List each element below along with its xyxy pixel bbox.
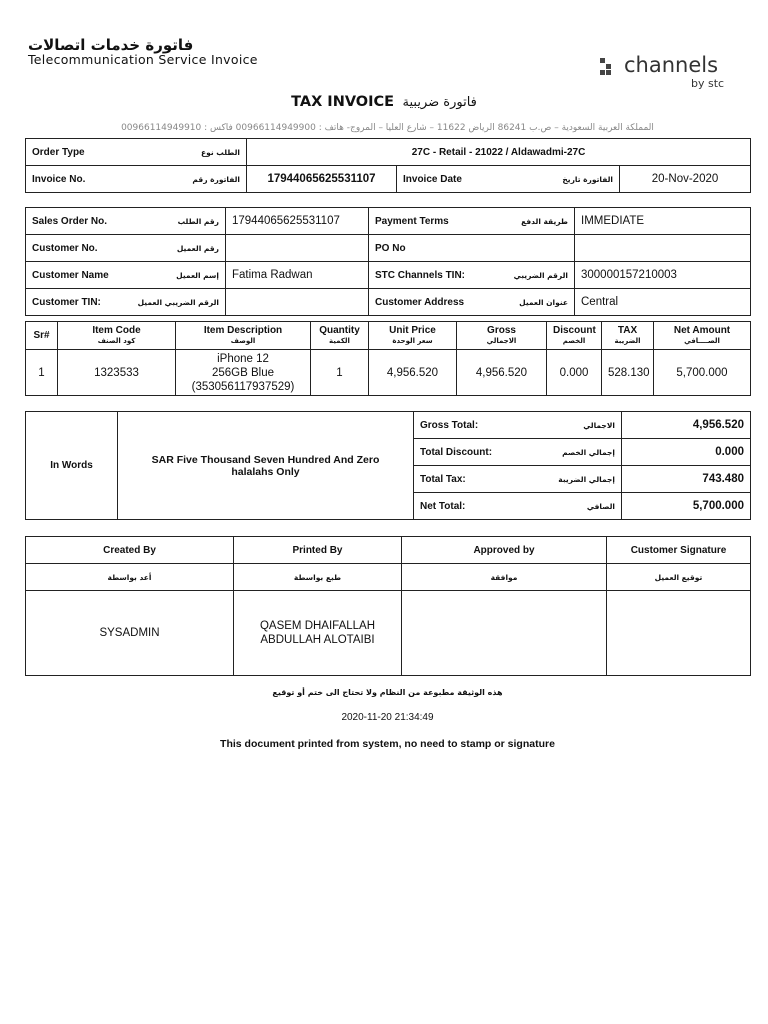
invoice-no-label-cell <box>26 166 247 193</box>
customer-signature-label: Customer Signature <box>607 537 751 564</box>
header-quantity-ar: الكمية <box>329 336 350 345</box>
desc-line-2: 256GB Blue <box>211 366 274 379</box>
gross-total-label-cell <box>414 412 622 439</box>
invoice-no-value: 17944065625531107 <box>247 166 397 193</box>
header-discount-en: Discount <box>553 324 596 336</box>
header-gross-en: Gross <box>487 324 516 336</box>
company-title-arabic: فاتورة خدمات اتصالات <box>28 36 194 54</box>
sales-order-value: 17944065625531107 <box>226 208 369 235</box>
customer-signature-value <box>607 591 751 676</box>
stc-tin-label-cell <box>369 262 575 289</box>
created-by-value: SYSADMIN <box>26 591 234 676</box>
customer-address-label-cell <box>369 289 575 316</box>
customer-tin-label: Customer TIN: <box>32 296 101 308</box>
payment-terms-label-ar: طريقة الدفع <box>521 216 568 226</box>
logo-subtext: by stc <box>691 77 725 90</box>
gross-total-value: 4,956.520 <box>622 412 751 439</box>
header-item-description <box>176 322 311 350</box>
invoice-no-label: Invoice No. <box>32 173 86 185</box>
sales-order-label-cell <box>26 208 226 235</box>
net-total-label: Net Total: <box>420 500 466 512</box>
printed-by-label-ar: طبع بواسطة <box>293 572 342 582</box>
total-discount-label-cell <box>414 439 622 466</box>
header-net-amount-ar: الصــــافي <box>684 336 720 345</box>
cell-discount: 0.000 <box>547 350 602 396</box>
company-address: المملكة العربية السعودية – ص.ب 86241 الرياض 11622 – شارع العليا – المروج- هاتف : 00966114949900 فاكس : 00966114949910 <box>121 123 654 133</box>
cell-quantity: 1 <box>311 350 369 396</box>
po-no-value <box>575 235 751 262</box>
header-item-code-ar: كود الصنف <box>97 336 136 345</box>
cell-item-code: 1323533 <box>58 350 176 396</box>
header-tax <box>602 322 654 350</box>
created-by-label-ar: أعد بواسطة <box>107 572 152 582</box>
order-type-label: Order Type <box>32 146 85 158</box>
document-title-english: TAX INVOICE <box>291 94 395 110</box>
approved-by-label: Approved by <box>402 537 607 564</box>
gross-total-label-ar: الاجمالي <box>583 420 615 430</box>
printed-by-label: Printed By <box>234 537 402 564</box>
approved-by-value <box>402 591 607 676</box>
cell-tax: 528.130 <box>602 350 654 396</box>
cell-sr: 1 <box>26 350 58 396</box>
gross-total-label: Gross Total: <box>420 419 479 431</box>
print-timestamp: 2020-11-20 21:34:49 <box>341 712 434 723</box>
footer-note-arabic: هذه الوثيقة مطبوعة من النظام ولا تحتاج الى ختم أو توقيع <box>272 688 503 697</box>
customer-address-value: Central <box>575 289 751 316</box>
payment-terms-value: IMMEDIATE <box>575 208 751 235</box>
customer-no-label-ar: رقم العميل <box>176 243 219 253</box>
in-words-label: In Words <box>26 412 118 520</box>
payment-terms-label-cell <box>369 208 575 235</box>
printed-by-value: QASEM DHAIFALLAH ABDULLAH ALOTAIBI <box>234 591 402 676</box>
order-type-value: 27C - Retail - 21022 / Aldawadmi-27C <box>247 139 751 166</box>
channels-logo <box>600 54 735 94</box>
header-discount-ar: الخصم <box>562 336 586 345</box>
header-item-description-ar: الوصف <box>230 336 256 345</box>
cell-gross: 4,956.520 <box>457 350 547 396</box>
company-title-english: Telecommunication Service Invoice <box>28 52 258 67</box>
customer-info-table <box>25 207 751 316</box>
invoice-date-value: 20-Nov-2020 <box>620 166 751 193</box>
header-quantity <box>311 322 369 350</box>
header-tax-en: TAX <box>617 324 638 336</box>
header-discount <box>547 322 602 350</box>
footer-note-english: This document printed from system, no need to stamp or signature <box>220 738 555 750</box>
created-by-label: Created By <box>26 537 234 564</box>
invoice-date-label-ar: الفاتورة تاريخ <box>562 174 613 184</box>
header-item-code <box>58 322 176 350</box>
desc-line-1: iPhone 12 <box>217 352 269 365</box>
stc-tin-label: STC Channels TIN: <box>375 269 466 281</box>
stc-tin-label-ar: الرقم الضريبي <box>513 270 568 280</box>
total-tax-label-cell <box>414 466 622 493</box>
total-discount-label: Total Discount: <box>420 446 493 458</box>
payment-terms-label: Payment Terms <box>375 215 449 227</box>
items-table <box>25 321 751 396</box>
header-sr <box>26 322 58 350</box>
order-type-label-cell <box>26 139 247 166</box>
header-item-code-en: Item Code <box>92 324 141 336</box>
approved-by-label-ar: موافقة <box>490 572 518 582</box>
total-discount-value: 0.000 <box>622 439 751 466</box>
customer-name-value: Fatima Radwan <box>226 262 369 289</box>
customer-address-label-ar: عنوان العميل <box>519 297 568 307</box>
document-title-arabic: فاتورة ضريبية <box>402 95 477 110</box>
header-tax-ar: الضريبة <box>614 336 641 345</box>
document-title <box>0 93 768 111</box>
customer-tin-label-ar: الرقم الضريبي العميل <box>137 297 219 307</box>
invoice-date-label: Invoice Date <box>403 173 462 185</box>
customer-signature-label-ar: توقيع العميل <box>654 572 703 582</box>
header-item-description-en: Item Description <box>203 324 283 336</box>
po-no-label-cell <box>369 235 575 262</box>
net-total-label-ar: الصافي <box>586 501 615 511</box>
customer-no-value <box>226 235 369 262</box>
customer-tin-value <box>226 289 369 316</box>
header-quantity-en: Quantity <box>319 324 360 336</box>
header-gross <box>457 322 547 350</box>
header-unit-price <box>369 322 457 350</box>
order-info-table <box>25 138 751 193</box>
logo-text: channels <box>624 53 719 77</box>
customer-no-label-cell <box>26 235 226 262</box>
header-gross-ar: الاجمالي <box>486 336 517 345</box>
customer-name-label-ar: إسم العميل <box>176 270 219 280</box>
net-total-label-cell <box>414 493 622 520</box>
items-header-row <box>26 322 751 350</box>
invoice-no-label-ar: الفاتورة رقم <box>192 174 240 184</box>
cell-net-amount: 5,700.000 <box>654 350 751 396</box>
total-tax-label-ar: إجمالي الضريبة <box>558 474 615 484</box>
header-sr-en: Sr# <box>33 330 50 341</box>
signatures-table <box>25 536 751 676</box>
customer-name-label-cell <box>26 262 226 289</box>
cell-item-description <box>176 350 311 396</box>
table-row <box>26 350 751 396</box>
sales-order-label: Sales Order No. <box>32 215 108 227</box>
stc-tin-value: 300000157210003 <box>575 262 751 289</box>
customer-no-label: Customer No. <box>32 242 98 254</box>
channels-logo-icon <box>600 58 618 76</box>
total-discount-label-ar: إجمالي الخصم <box>562 447 615 457</box>
net-total-value: 5,700.000 <box>622 493 751 520</box>
header-unit-price-ar: سعر الوحدة <box>392 336 433 345</box>
header-unit-price-en: Unit Price <box>389 324 436 336</box>
total-tax-label: Total Tax: <box>420 473 466 485</box>
order-type-label-ar: الطلب نوع <box>201 147 240 157</box>
invoice-date-label-cell <box>397 166 620 193</box>
customer-tin-label-cell <box>26 289 226 316</box>
customer-address-label: Customer Address <box>375 296 465 308</box>
cell-unit-price: 4,956.520 <box>369 350 457 396</box>
header-net-amount <box>654 322 751 350</box>
totals-table <box>25 411 751 520</box>
desc-line-3: (353056117937529) <box>191 380 295 393</box>
in-words-value: SAR Five Thousand Seven Hundred And Zero halalahs Only <box>118 412 414 520</box>
header-net-amount-en: Net Amount <box>673 324 731 336</box>
total-tax-value: 743.480 <box>622 466 751 493</box>
po-no-label: PO No <box>375 242 406 254</box>
customer-name-label: Customer Name <box>32 269 109 281</box>
sales-order-label-ar: رقم الطلب <box>177 216 219 226</box>
